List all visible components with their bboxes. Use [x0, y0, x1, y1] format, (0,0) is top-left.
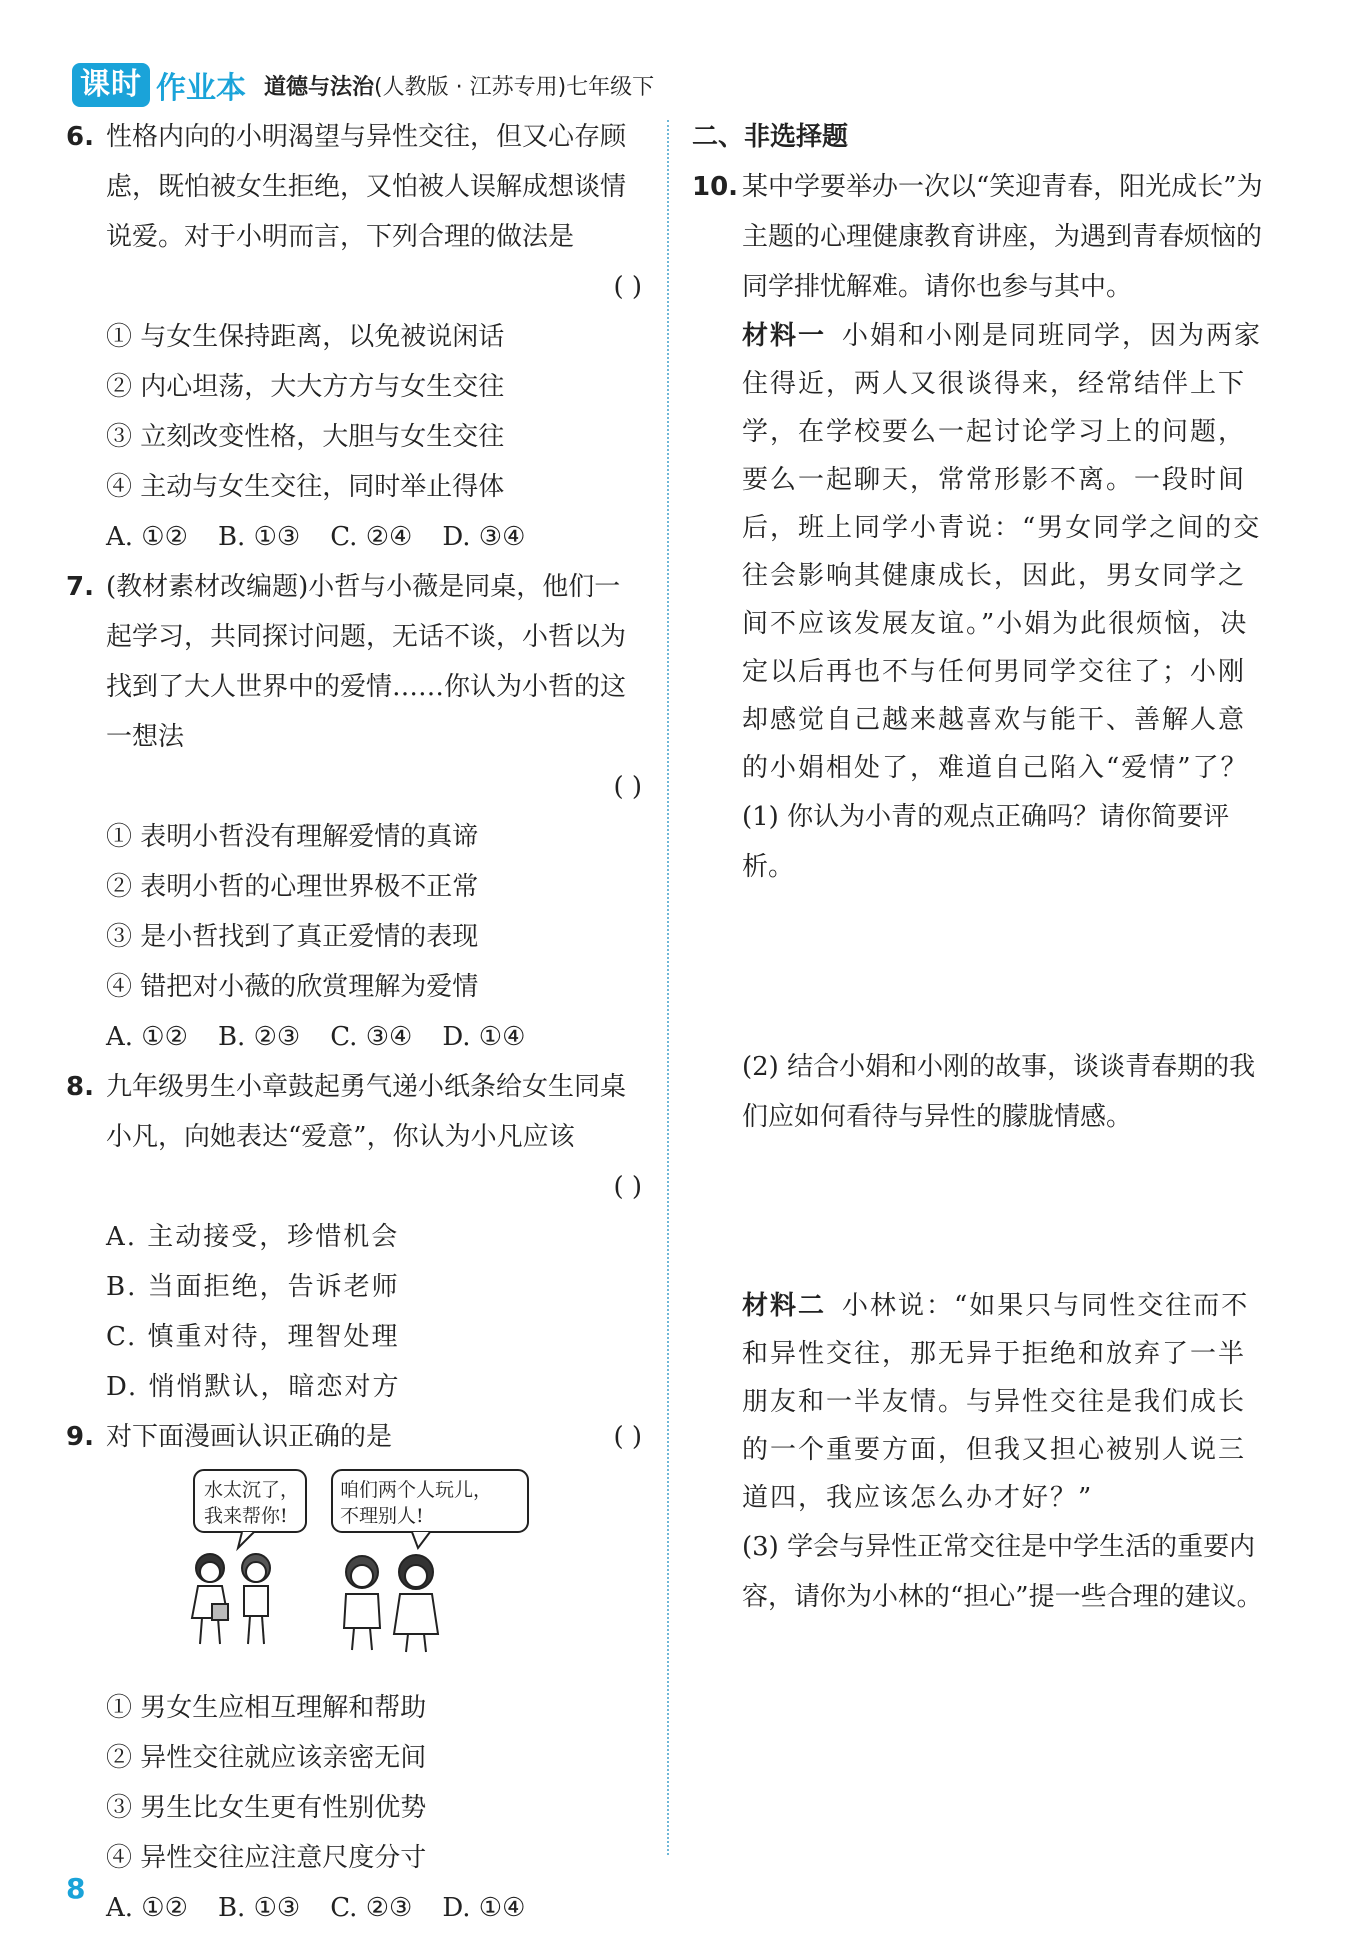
brand-subtitle: 作业本 — [156, 71, 246, 106]
bubble2-line1: 咱们两个人玩儿， — [340, 1479, 493, 1501]
option-item: ③ 是小哲找到了真正爱情的表现 — [106, 922, 479, 952]
material-1-text: 小娟和小刚是同班同学，因为两家住得近，两人又很谈得来，经常结伴上下学，在学校要么一起讨论学习上的问题，要么一起聊天，常常形影不离。一段时间后，班上同学小青说：“男女同学之间的交往会影响其健康成长，因此，男女同学之间不应该发展友谊。”小娟为此很烦恼，决定以后再也不与任何男同学交往了；小刚却感觉自己越来越喜欢与能干、善解人意的小娟相处了，难道自己陷入“爱情”了？ — [742, 321, 1263, 783]
answer-bracket: ( ) — [613, 1422, 642, 1452]
option-item: C. 慎重对待，理智处理 — [106, 1322, 400, 1352]
choices-row — [66, 1883, 646, 1933]
option-item: ② 内心坦荡，大大方方与女生交往 — [106, 372, 505, 402]
material-1-label: 材料一 — [742, 321, 827, 351]
answer-space-2 — [692, 1142, 1267, 1282]
boy-speaking — [344, 1556, 380, 1650]
choice-d: D. ①④ — [442, 1893, 526, 1923]
choice-d: D. ③④ — [442, 522, 526, 552]
material-2-text: 小林说：“如果只与同性交往而不和异性交往，那无异于拒绝和放弃了一半朋友和一半友情。与异性交往是我们成长的一个重要方面，但我又担心被别人说三道四，我应该怎么办才好？” — [742, 1291, 1250, 1513]
cartoon-illustration — [172, 1468, 542, 1658]
option-item: ④ 错把对小薇的欣赏理解为爱情 — [106, 972, 479, 1002]
choice-a: A. ①② — [106, 1893, 188, 1923]
choices-row — [66, 512, 646, 562]
material-1 — [692, 312, 1267, 792]
bubble2-line2: 不理别人! — [340, 1505, 424, 1527]
choice-c: C. ②④ — [330, 522, 413, 552]
section-title: 二、非选择题 — [692, 122, 849, 152]
girl-speaking — [394, 1555, 438, 1652]
question-text: 九年级男生小章鼓起勇气递小纸条给女生同桌小凡，向她表达“爱意”，你认为小凡应该 — [106, 1072, 627, 1152]
choice-c: C. ②③ — [330, 1893, 413, 1923]
page-header — [72, 62, 654, 108]
sub-question-2: (2) 结合小娟和小刚的故事，谈谈青春期的我们应如何看待与异性的朦胧情感。 — [742, 1052, 1256, 1132]
bubble1-line2: 我来帮你! — [204, 1505, 288, 1527]
sub-question-1: (1) 你认为小青的观点正确吗？请你简要评析。 — [742, 802, 1230, 882]
question-text: 某中学要举办一次以“笑迎青春，阳光成长”为主题的心理健康教育讲座，为遇到青春烦恼的同学排忧解难。请你也参与其中。 — [742, 172, 1263, 302]
girl-carrying-bucket — [192, 1554, 228, 1644]
column-divider — [667, 120, 669, 1855]
choice-d: D. ①④ — [442, 1022, 526, 1052]
question-number: 7. — [66, 572, 94, 602]
bubble1-line1: 水太沉了， — [204, 1479, 300, 1501]
sub-question-3: (3) 学会与异性正常交往是中学生活的重要内容，请你为小林的“担心”提一些合理的建议。 — [742, 1532, 1263, 1612]
choice-a: A. ①② — [106, 1022, 188, 1052]
option-item: B. 当面拒绝，告诉老师 — [106, 1272, 400, 1302]
question-number: 6. — [66, 122, 94, 152]
choice-a: A. ①② — [106, 522, 188, 552]
question-text: 对下面漫画认识正确的是 — [106, 1422, 393, 1452]
edition-text: (人教版 · 江苏专用)七年级下 — [374, 74, 655, 100]
choices-row — [66, 1012, 646, 1062]
question-text: (教材素材改编题)小哲与小薇是同桌，他们一起学习，共同探讨问题，无话不谈，小哲以为找到了大人世界中的爱情……你认为小哲的这一想法 — [106, 572, 627, 752]
option-item: ② 异性交往就应该亲密无间 — [106, 1743, 427, 1773]
boy-helping — [242, 1554, 270, 1644]
question-10 — [692, 162, 1267, 312]
page-number: 8 — [66, 1872, 86, 1905]
subject-line — [264, 70, 654, 101]
answer-bracket: ( ) — [613, 1172, 642, 1202]
material-2-label: 材料二 — [742, 1291, 827, 1321]
question-8 — [66, 1062, 646, 1212]
answer-space-1 — [692, 892, 1267, 1042]
answer-bracket: ( ) — [613, 772, 642, 802]
material-2 — [692, 1282, 1267, 1522]
brand-logo: 课时 — [72, 63, 150, 107]
speech-bubble-1 — [194, 1470, 306, 1548]
question-9 — [66, 1412, 646, 1462]
choice-b: B. ①③ — [217, 522, 301, 552]
choice-b: B. ②③ — [217, 1022, 301, 1052]
question-text: 性格内向的小明渴望与异性交往，但又心存顾虑，既怕被女生拒绝，又怕被人误解成想谈情说爱。对于小明而言，下列合理的做法是 — [106, 122, 627, 252]
right-column — [692, 112, 1267, 1622]
choice-b: B. ①③ — [217, 1893, 301, 1923]
option-item: ① 与女生保持距离，以免被说闲话 — [106, 322, 505, 352]
option-item: ① 表明小哲没有理解爱情的真谛 — [106, 822, 479, 852]
option-item: ④ 异性交往应注意尺度分寸 — [106, 1843, 427, 1873]
option-item: ④ 主动与女生交往，同时举止得体 — [106, 472, 505, 502]
option-item: ③ 男生比女生更有性别优势 — [106, 1793, 427, 1823]
answer-bracket: ( ) — [613, 272, 642, 302]
option-item: ② 表明小哲的心理世界极不正常 — [106, 872, 479, 902]
option-item: ③ 立刻改变性格，大胆与女生交往 — [106, 422, 505, 452]
option-item: D. 悄悄默认，暗恋对方 — [106, 1372, 401, 1402]
subject-name: 道德与法治 — [264, 74, 375, 100]
question-6 — [66, 112, 646, 312]
choice-c: C. ③④ — [330, 1022, 413, 1052]
question-number: 8. — [66, 1072, 94, 1102]
question-number: 9. — [66, 1422, 94, 1452]
left-column — [66, 112, 646, 1933]
question-7 — [66, 562, 646, 812]
question-number: 10. — [692, 172, 739, 202]
speech-bubble-2 — [332, 1470, 528, 1548]
option-item: A. 主动接受，珍惜机会 — [106, 1222, 400, 1252]
option-item: ① 男女生应相互理解和帮助 — [106, 1693, 427, 1723]
